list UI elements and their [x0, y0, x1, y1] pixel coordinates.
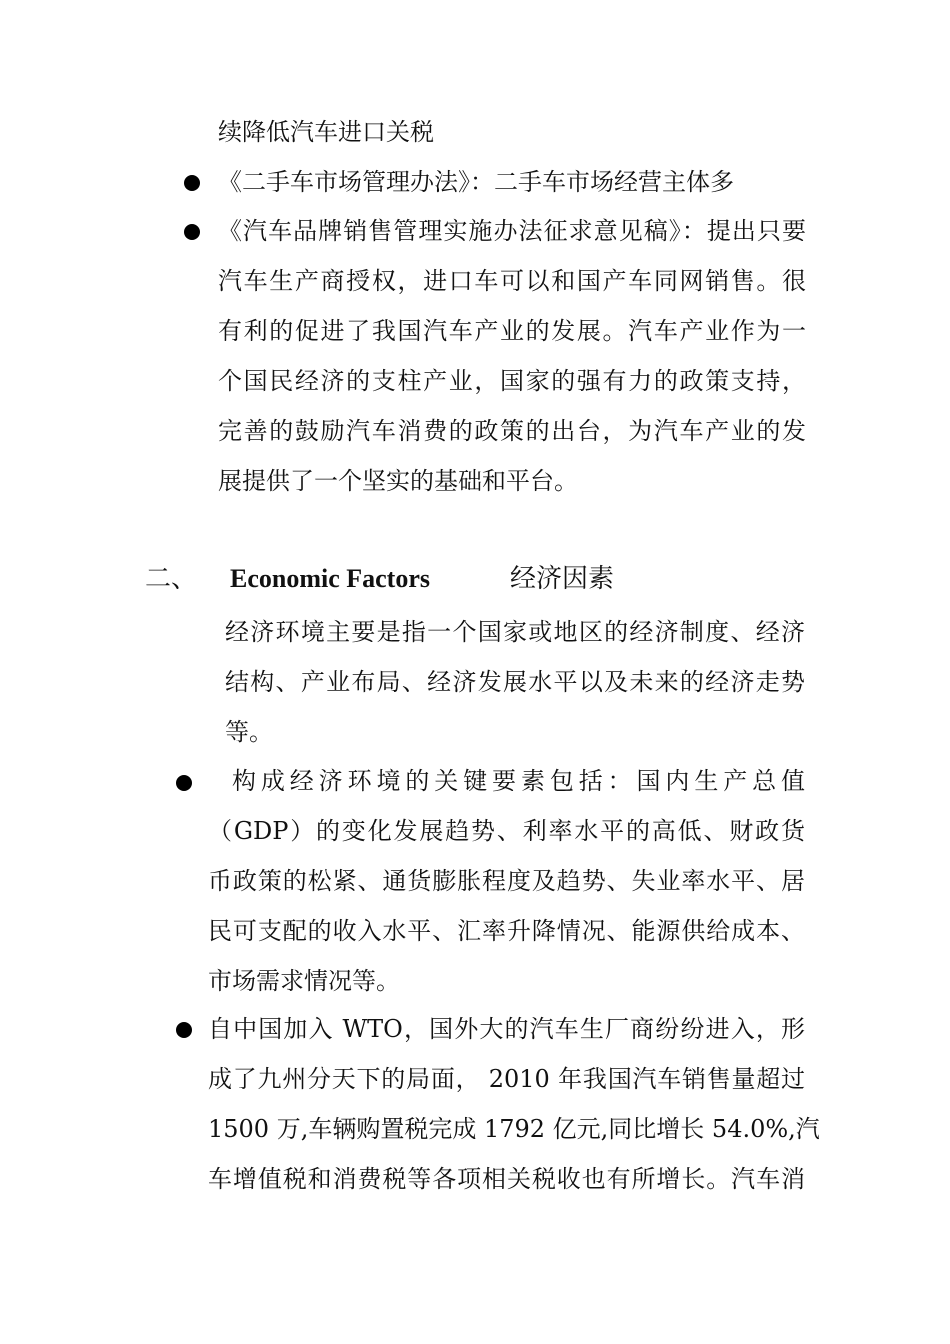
continuation-line: 续降低汽车进口关税 — [218, 118, 434, 146]
bullet-c-line: 币政策的松紧、通货膨胀程度及趋势、失业率水平、居 — [208, 867, 805, 895]
intro-line: 结构、产业布局、经济发展水平以及未来的经济走势 — [225, 668, 805, 696]
bullet-a-text: 《二手车市场管理办法》：二手车市场经营主体多 — [218, 168, 734, 196]
bullet-dot — [176, 1022, 192, 1038]
bullet-b-line: 汽车生产商授权，进口车可以和国产车同网销售。很 — [218, 267, 806, 295]
bullet-d-line: 自中国加入 WTO，国外大的汽车生厂商纷纷进入，形 — [208, 1015, 805, 1043]
bullet-d-line: 车增值税和消费税等各项相关税收也有所增长。汽车消 — [208, 1165, 805, 1193]
section-title-cn: 经济因素 — [510, 564, 615, 594]
intro-line: 经济环境主要是指一个国家或地区的经济制度、经济 — [225, 618, 805, 646]
section-number: 二、 — [145, 564, 198, 594]
bullet-d-line: 1500 万,车辆购置税完成 1792 亿元,同比增长 54.0%,汽 — [208, 1115, 820, 1143]
bullet-dot — [184, 224, 200, 240]
bullet-c-line: 市场需求情况等。 — [208, 967, 400, 995]
bullet-dot — [176, 775, 192, 791]
bullet-b-line: 个国民经济的支柱产业，国家的强有力的政策支持， — [218, 367, 806, 395]
intro-line: 等。 — [225, 718, 273, 746]
section-title-en: Economic Factors — [230, 564, 431, 593]
bullet-c-line: （GDP）的变化发展趋势、利率水平的高低、财政货 — [208, 817, 805, 845]
bullet-b-line: 完善的鼓励汽车消费的政策的出台，为汽车产业的发 — [218, 417, 806, 445]
bullet-b-line: 有利的促进了我国汽车产业的发展。汽车产业作为一 — [218, 317, 806, 345]
bullet-dot — [184, 175, 200, 191]
bullet-b-line: 《汽车品牌销售管理实施办法征求意见稿》：提出只要 — [218, 217, 806, 245]
bullet-c-line: 构成经济环境的关键要素包括：国内生产总值 — [232, 767, 805, 795]
bullet-b-line: 展提供了一个坚实的基础和平台。 — [218, 467, 578, 495]
bullet-c-line: 民可支配的收入水平、汇率升降情况、能源供给成本、 — [208, 917, 805, 945]
bullet-d-line: 成了九州分天下的局面， 2010 年我国汽车销售量超过 — [208, 1065, 805, 1093]
